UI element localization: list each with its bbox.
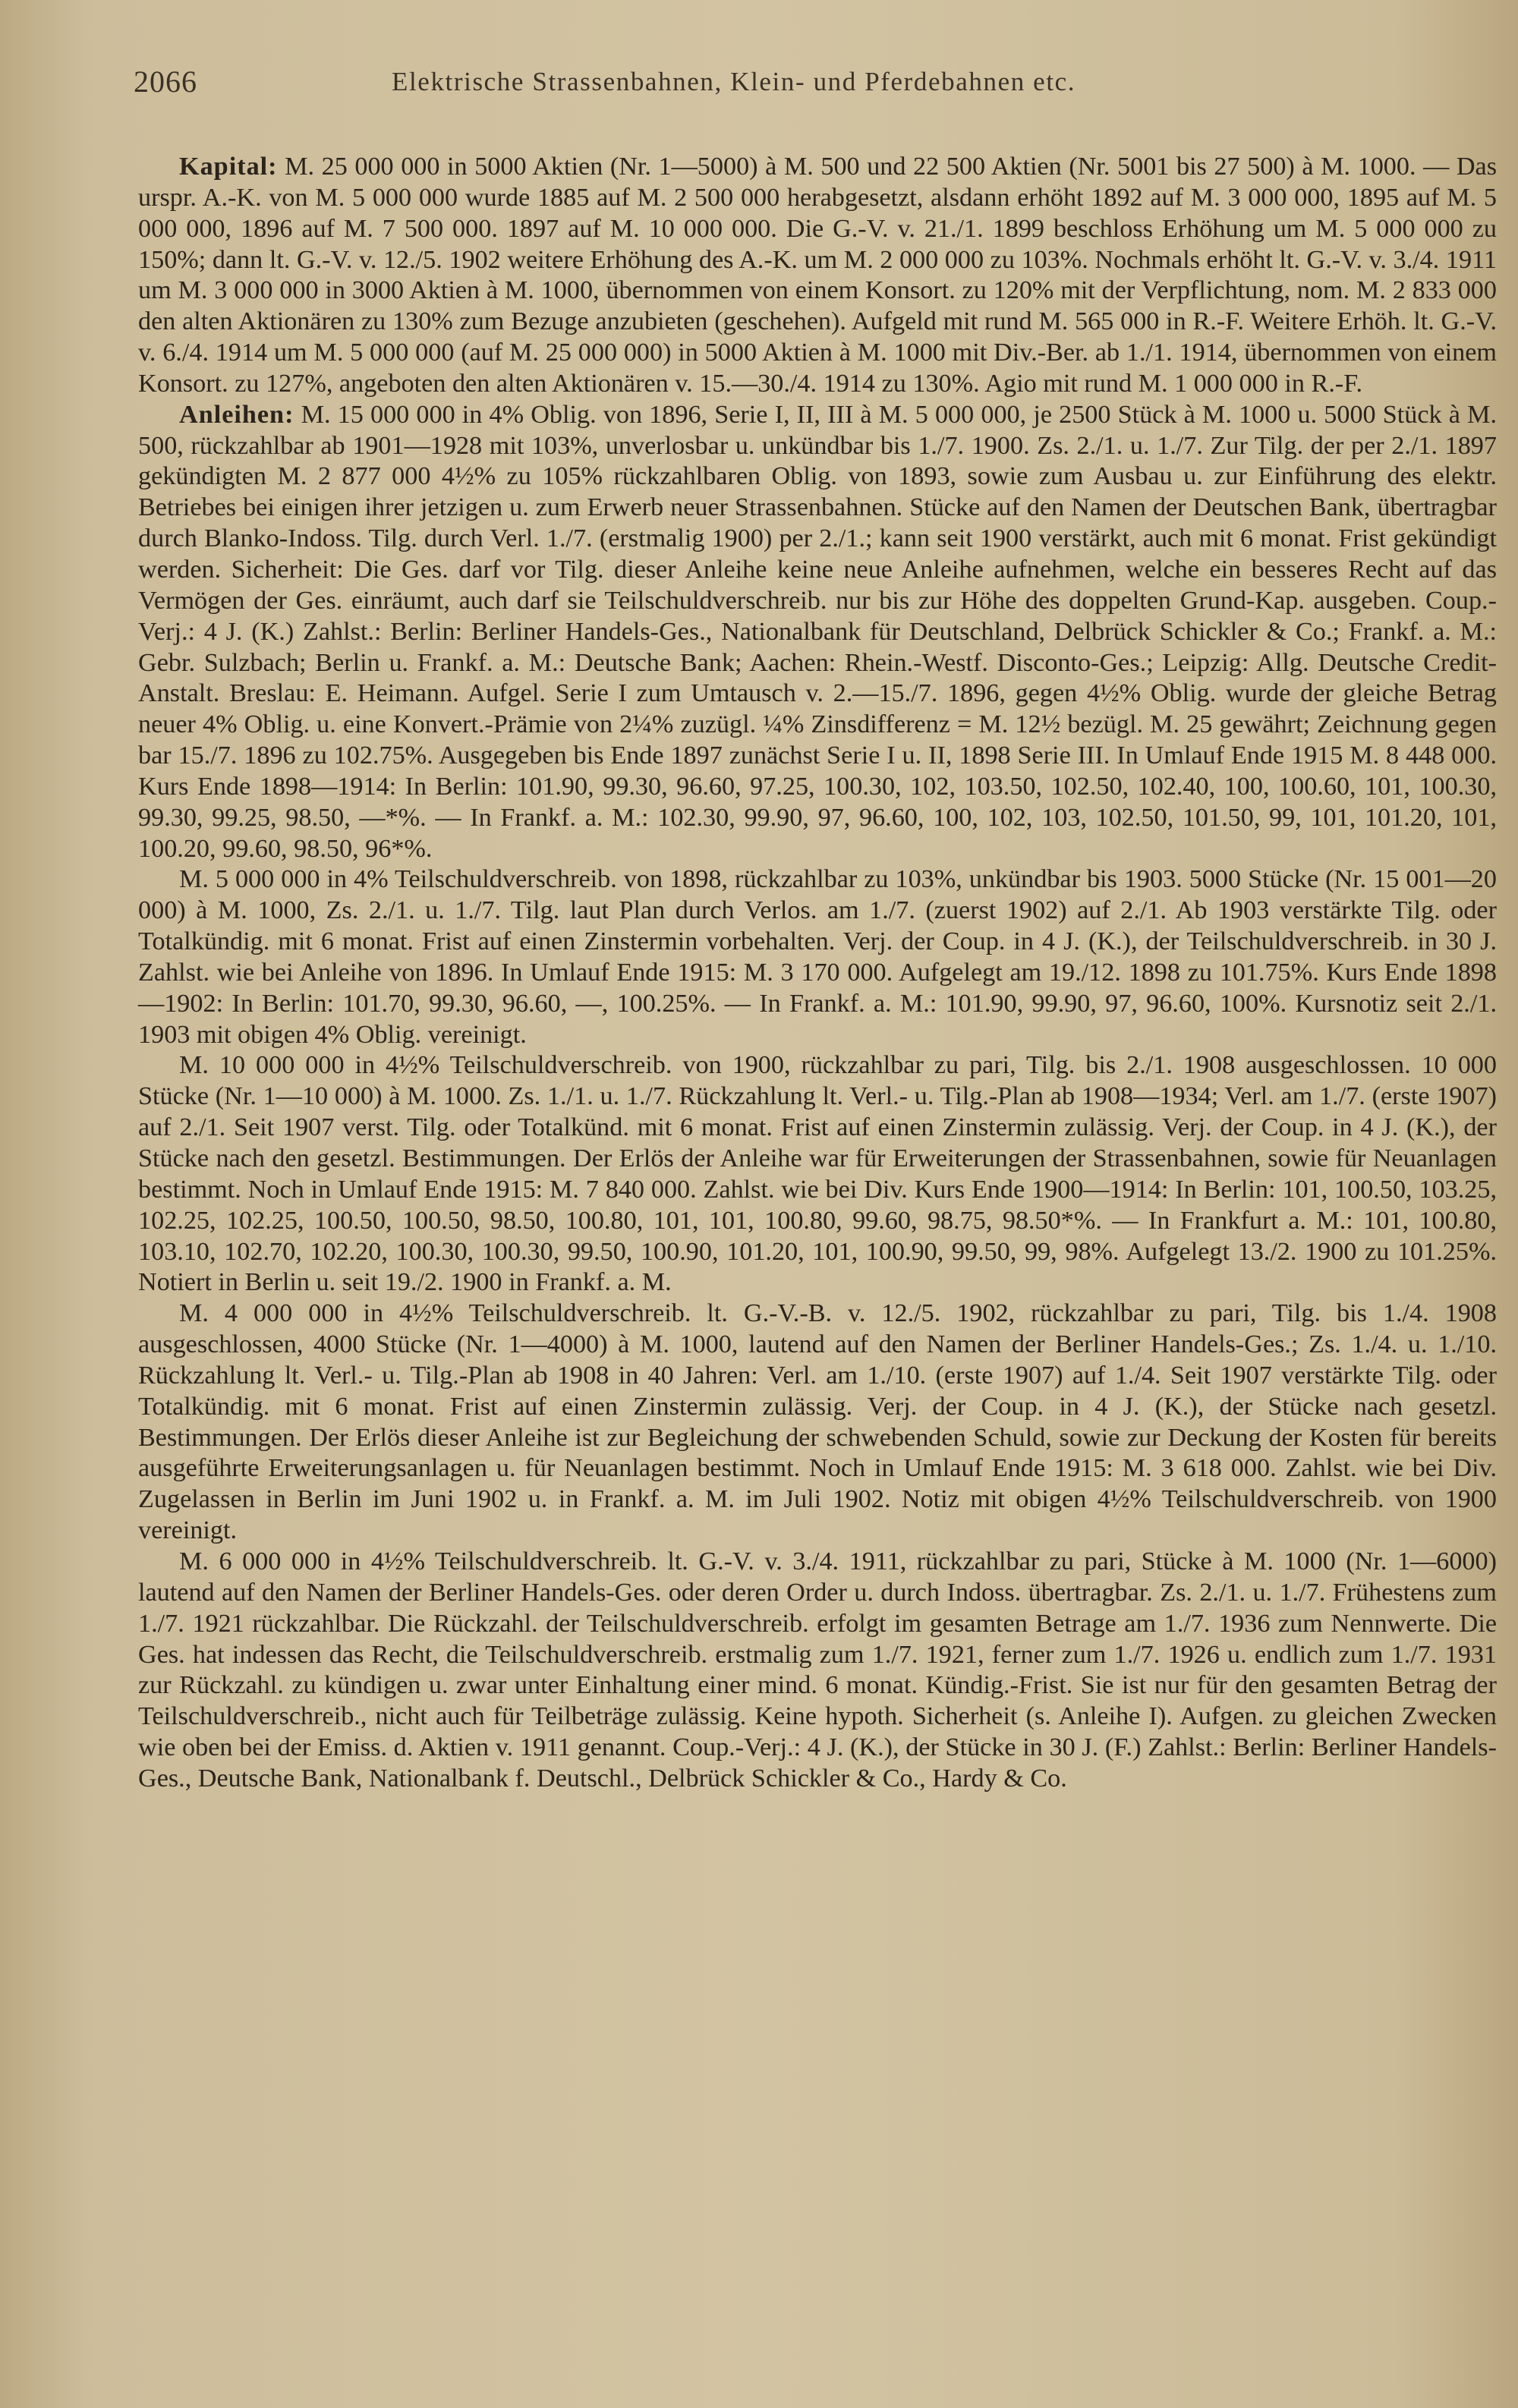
paragraph-loan-1902 [138,1298,1497,1547]
paragraph-loan-1911 [138,1547,1497,1795]
paragraph-text: M. 10 000 000 in 4½% Teilschuldverschreib. von 1900, rückzahlbar zu pari, Tilg. bis 2./1. 1908 ausgeschlossen. 10 000 Stücke (Nr. 1—10 000) à M. 1000. Zs. 1./1. u. 1./7. Rückzahlung lt. Verl.- u. Tilg.-Plan ab 1908—1934; Verl. am 1./7. (erste 1907) auf 2./1. Seit 1907 verst. Tilg. oder Totalkünd. mit 6 monat. Frist auf einen Zinstermin zulässig. Verj. der Coup. in 4 J. (K.), der Stücke nach den gesetzl. Bestimmungen. Der Erlös der Anleihe war für Erweiterungen der Strassenbahnen, sowie für Neuanlagen bestimmt. Noch in Umlauf Ende 1915: M. 7 840 000. Zahlst. wie bei Div. Kurs Ende 1900—1914: In Berlin: 101, 100.50, 103.25, 102.25, 102.25, 100.50, 100.50, 98.50, 100.80, 101, 101, 100.80, 99.60, 98.75, 98.50*%. — In Frankfurt a. M.: 101, 100.80, 103.10, 102.70, 102.20, 100.30, 100.30, 99.50, 100.90, 101.20, 101, 100.90, 99.50, 99, 98%. Aufgelegt 13./2. 1900 zu 101.25%. Notiert in Berlin u. seit 19./2. 1900 in Frankf. a. M. [138,1051,1497,1297]
paragraph-text: M. 25 000 000 in 5000 Aktien (Nr. 1—5000) à M. 500 und 22 500 Aktien (Nr. 5001 bis 27 500) à M. 1000. — Das urspr. A.-K. von M. 5 000 000 wurde 1885 auf M. 2 500 000 herabgesetzt, alsdann erhöht 1892 auf M. 3 000 000, 1895 auf M. 5 000 000, 1896 auf M. 7 500 000. 1897 auf M. 10 000 000. Die G.-V. v. 21./1. 1899 beschloss Erhöhung um M. 5 000 000 zu 150%; dann lt. G.-V. v. 12./5. 1902 weitere Erhöhung des A.-K. um M. 2 000 000 zu 103%. Nochmals erhöht lt. G.-V. v. 3./4. 1911 um M. 3 000 000 in 3000 Aktien à M. 1000, übernommen von einem Konsort. zu 120% mit der Verpflichtung, nom. M. 2 833 000 den alten Aktionären zu 130% zum Bezuge anzubieten (geschehen). Aufgeld mit rund M. 565 000 in R.-F. Weitere Erhöh. lt. G.-V. v. 6./4. 1914 um M. 5 000 000 (auf M. 25 000 000) in 5000 Aktien à M. 1000 mit Div.-Ber. ab 1./1. 1914, übernommen von einem Konsort. zu 127%, angeboten den alten Aktionären v. 15.—30./4. 1914 zu 130%. Agio mit rund M. 1 000 000 in R.-F. [138,153,1497,398]
section-label-anleihen: Anleihen: [179,400,294,429]
paragraph-loan-1900 [138,1050,1497,1298]
paragraph-kapital [138,152,1497,400]
paragraph-loan-1898 [138,864,1497,1050]
section-label-kapital: Kapital: [179,153,278,181]
paragraph-text: M. 5 000 000 in 4% Teilschuldverschreib. von 1898, rückzahlbar zu 103%, unkündbar bis 1903. 5000 Stücke (Nr. 15 001—20 000) à M. 1000, Zs. 2./1. u. 1./7. Tilg. laut Plan durch Verlos. am 1./7. (zuerst 1902) auf 2./1. Ab 1903 verstärkte Tilg. oder Totalkündig. mit 6 monat. Frist auf einen Zinstermin vorbehalten. Verj. der Coup. in 4 J. (K.), der Teilschuldverschreib. in 30 J. Zahlst. wie bei Anleihe von 1896. In Umlauf Ende 1915: M. 3 170 000. Aufgelegt am 19./12. 1898 zu 101.75%. Kurs Ende 1898—1902: In Berlin: 101.70, 99.30, 96.60, —, 100.25%. — In Frankf. a. M.: 101.90, 99.90, 97, 96.60, 100%. Kursnotiz seit 2./1. 1903 mit obigen 4% Oblig. vereinigt. [138,865,1497,1049]
body-text [138,152,1497,1795]
paragraph-text: M. 4 000 000 in 4½% Teilschuldverschreib. lt. G.-V.-B. v. 12./5. 1902, rückzahlbar zu pari, Tilg. bis 1./4. 1908 ausgeschlossen, 4000 Stücke (Nr. 1—4000) à M. 1000, lautend auf den Namen der Berliner Handels-Ges.; Zs. 1./4. u. 1./10. Rückzahlung lt. Verl.- u. Tilg.-Plan ab 1908 in 40 Jahren: Verl. am 1./10. (erste 1907) auf 1./4. Seit 1907 verstärkte Tilg. oder Totalkündig. mit 6 monat. Frist auf einen Zinstermin zulässig. Verj. der Coup. in 4 J. (K.), der Stücke nach gesetzl. Bestimmungen. Der Erlös dieser Anleihe ist zur Begleichung der schwebenden Schuld, sowie zur Deckung der Kosten für bereits ausgeführte Erweiterungsanlagen u. für Neuanlagen bestimmt. Noch in Umlauf Ende 1915: M. 3 618 000. Zahlst. wie bei Div. Zugelassen in Berlin im Juni 1902 u. in Frankf. a. M. im Juli 1902. Notiz mit obigen 4½% Teilschuldverschreib. von 1900 vereinigt. [138,1299,1497,1545]
page-header [134,64,1500,109]
paragraph-anleihen [138,400,1497,865]
paragraph-text: M. 15 000 000 in 4% Oblig. von 1896, Serie I, II, III à M. 5 000 000, je 2500 Stück à M. 1000 u. 5000 Stück à M. 500, rückzahlbar ab 1901—1928 mit 103%, unverlosbar u. unkündbar bis 1./7. 1900. Zs. 2./1. u. 1./7. Zur Tilg. der per 2./1. 1897 gekündigten M. 2 877 000 4½% zu 105% rückzahlbaren Oblig. von 1893, sowie zum Ausbau u. zur Einführung des elektr. Betriebes bei einigen ihrer jetzigen u. zum Erwerb neuer Strassenbahnen. Stücke auf den Namen der Deutschen Bank, übertragbar durch Blanko-Indoss. Tilg. durch Verl. 1./7. (erstmalig 1900) per 2./1.; kann seit 1900 verstärkt, auch mit 6 monat. Frist gekündigt werden. Sicherheit: Die Ges. darf vor Tilg. dieser Anleihe keine neue Anleihe aufnehmen, welche ein besseres Recht auf das Vermögen der Ges. einräumt, auch darf sie Teilschuldverschreib. nur bis zur Höhe des doppelten Grund-Kap. ausgeben. Coup.-Verj.: 4 J. (K.) Zahlst.: Berlin: Berliner Handels-Ges., Nationalbank für Deutschland, Delbrück Schickler & Co.; Frankf. a. M.: Gebr. Sulzbach; Berlin u. Frankf. a. M.: Deutsche Bank; Aachen: Rhein.-Westf. Disconto-Ges.; Leipzig: Allg. Deutsche Credit-Anstalt. Breslau: E. Heimann. Aufgel. Serie I zum Umtausch v. 2.—15./7. 1896, gegen 4½% Oblig. wurde der gleiche Betrag neuer 4% Oblig. u. eine Konvert.-Prämie von 2¼% zuzügl. ¼% Zinsdifferenz = M. 12½ bezügl. M. 25 gewährt; Zeichnung gegen bar 15./7. 1896 zu 102.75%. Ausgegeben bis Ende 1897 zunächst Serie I u. II, 1898 Serie III. In Umlauf Ende 1915 M. 8 448 000. Kurs Ende 1898—1914: In Berlin: 101.90, 99.30, 96.60, 97.25, 100.30, 102, 103.50, 102.50, 102.40, 100, 100.60, 101, 100.30, 99.30, 99.25, 98.50, —*%. — In Frankf. a. M.: 102.30, 99.90, 97, 96.60, 100, 102, 103, 102.50, 101.50, 99, 101, 101.20, 101, 100.20, 99.60, 98.50, 96*%. [138,400,1497,863]
running-title: Elektrische Strassenbahnen, Klein- und Pferdebahnen etc. [392,67,1076,96]
page-number: 2066 [134,65,197,99]
paragraph-text: M. 6 000 000 in 4½% Teilschuldverschreib. lt. G.-V. v. 3./4. 1911, rückzahlbar zu pari, Stücke à M. 1000 (Nr. 1—6000) lautend auf den Namen der Berliner Handels-Ges. oder deren Order u. durch Indoss. übertragbar. Zs. 2./1. u. 1./7. Frühestens zum 1./7. 1921 rückzahlbar. Die Rückzahl. der Teilschuldverschreib. erfolgt im gesamten Betrage am 1./7. 1936 zum Nennwerte. Die Ges. hat indessen das Recht, die Teilschuldverschreib. erstmalig zum 1./7. 1921, ferner zum 1./7. 1926 u. endlich zum 1./7. 1931 zur Rückzahl. zu kündigen u. zwar unter Einhaltung einer mind. 6 monat. Kündig.-Frist. Sie ist nur für den gesamten Betrag der Teilschuldverschreib., nicht auch für Teilbeträge zulässig. Keine hypoth. Sicherheit (s. Anleihe I). Aufgen. zu gleichen Zwecken wie oben bei der Emiss. d. Aktien v. 1911 genannt. Coup.-Verj.: 4 J. (K.), der Stücke in 30 J. (F.) Zahlst.: Berlin: Berliner Handels-Ges., Deutsche Bank, Nationalbank f. Deutschl., Delbrück Schickler & Co., Hardy & Co. [138,1547,1497,1793]
